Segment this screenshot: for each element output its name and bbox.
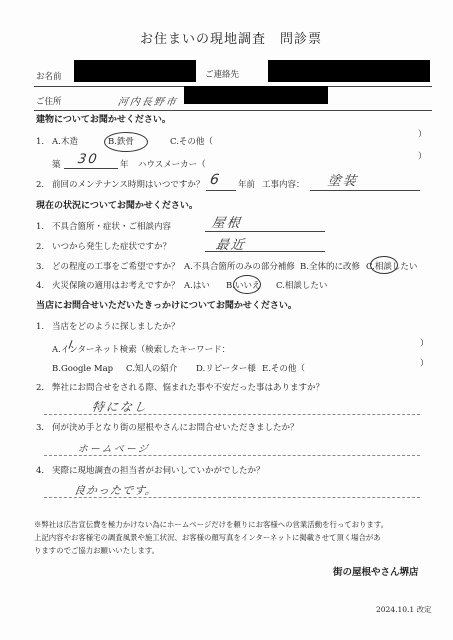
redacted-address: [184, 86, 328, 104]
trigger-q2-number: 2．: [36, 383, 50, 393]
age-underline: [64, 168, 118, 169]
address-value: 河内長野市: [116, 97, 179, 108]
trigger-q1-number: 1.: [36, 322, 45, 332]
option-other-structure: C.その他（: [170, 137, 213, 147]
trigger-heading: 当店にお問合せいただいたきっかけについてお聞かせください。: [36, 301, 297, 311]
concerns-answer: 特になし: [90, 400, 149, 414]
other-structure-close: ）: [418, 130, 427, 140]
current-q2-number: 2.: [36, 242, 45, 252]
contact-label: ご連絡先: [205, 70, 240, 80]
deciding-factor-answer: ホームページ: [76, 444, 151, 455]
address-label: ご住所: [36, 97, 62, 107]
deciding-factor-answer-line: [44, 455, 420, 456]
building-heading: 建物についてお聞かせください。: [36, 115, 171, 125]
house-maker-close: ）: [418, 152, 427, 162]
impression-question: 実際に現地調査の担当者がお伺いしていかがでしたか？: [52, 466, 265, 476]
option-internet-search: A.インターネット検索（検索したキーワード：: [52, 345, 231, 355]
deciding-factor-question: 何が決め手となり街の屋根やさんにお問合せいただきましたか？: [52, 423, 299, 433]
footer-note-line-3: りますのでご協力お願いいたします。: [34, 546, 160, 555]
footer-note-line-1: ※弊社は広告宣伝費を極力かけない為にホームページだけを頼りにお客様への営業活動を行っております。: [34, 520, 389, 529]
current-heading: 現在の状況についてお聞かせください。: [36, 201, 198, 211]
concerns-question: 弊社にお問合せをされる際、悩まれた事や不安だった事はありますか？: [52, 383, 325, 393]
building-age-suffix: 年: [120, 160, 129, 170]
redacted-contact: [268, 60, 430, 82]
footer-note-line-2: 上記内容やお客様宅の調査風景や施工状況、お客様の顔写真をインターネットに掲載させて頂く場合があ: [34, 533, 381, 542]
other-source-close: ）: [420, 359, 429, 369]
problem-question: 不具合箇所・症状・ご相談内容: [52, 222, 172, 232]
option-repeater: D.リピーター様: [196, 364, 256, 374]
since-when-question: いつから発生した症状ですか？: [52, 242, 172, 252]
current-q1-number: 1.: [36, 222, 45, 232]
company-name: 街の屋根やさん堺店: [333, 567, 419, 578]
house-maker-label: ハウスメーカー（: [138, 160, 206, 170]
trigger-q4-number: 4．: [36, 466, 50, 476]
address-underline: [34, 110, 432, 111]
since-when-answer: 最近: [214, 238, 247, 253]
option-partial-repair: A.不具合箇所のみの部分補修: [184, 262, 295, 272]
work-scope-question: どの程度の工事をご希望ですか？: [52, 262, 180, 272]
option-acquaintance: C.知人の紹介: [126, 364, 178, 374]
option-full-renovation: B.全体的に改修: [300, 262, 360, 272]
impression-answer-line: [44, 497, 420, 498]
option-steel: B.鉄骨: [108, 137, 134, 147]
years-underline: [206, 190, 236, 191]
option-yes: A.はい: [184, 281, 210, 291]
work-content-label: 工事内容：: [262, 180, 305, 190]
search-keyword-close: ）: [420, 339, 429, 349]
redacted-name: [74, 60, 196, 82]
option-other-source: E.その他（: [262, 364, 305, 374]
how-found-question: 当店をどのように探しましたか？: [52, 322, 180, 332]
building-age-prefix: 築: [52, 160, 61, 170]
maintenance-years-suffix: 年前: [238, 180, 256, 190]
option-consult: C.相談したい: [366, 262, 418, 272]
option-google-map: B.Google Map: [52, 364, 114, 374]
insurance-question: 火災保険の適用はお考えですか？: [52, 281, 180, 291]
maintenance-years-value: 6: [208, 172, 223, 188]
consult-selected-circle: [370, 256, 398, 274]
since-when-underline: [205, 251, 325, 252]
building-q1-number: 1.: [36, 137, 45, 147]
building-q2-number: 2.: [36, 180, 45, 190]
maintenance-question: 前回のメンテナンス時期はいつですか？: [52, 180, 205, 190]
trigger-q3-number: 3．: [36, 423, 50, 433]
steel-selected-circle: [104, 132, 148, 152]
concerns-answer-line: [44, 414, 420, 415]
no-selected-circle: [233, 275, 261, 294]
impression-answer: 良かったです。: [73, 484, 158, 497]
current-q3-number: 3.: [36, 262, 45, 272]
option-wood: A.木造: [52, 137, 78, 147]
option-consult-insurance: C.相談したい: [276, 281, 328, 291]
problem-answer: 屋根: [210, 216, 243, 231]
current-q4-number: 4.: [36, 281, 45, 291]
name-label: お名前: [36, 72, 62, 82]
problem-underline: [205, 231, 325, 232]
work-underline: [310, 190, 420, 191]
page-title: お住まいの現地調査 問診票: [140, 32, 323, 47]
work-content-value: 塗装: [326, 174, 359, 189]
revision-date: 2024.10.1 改定: [376, 605, 432, 614]
option-no: B.いいえ: [226, 281, 261, 291]
building-age-value: 30: [76, 152, 100, 167]
